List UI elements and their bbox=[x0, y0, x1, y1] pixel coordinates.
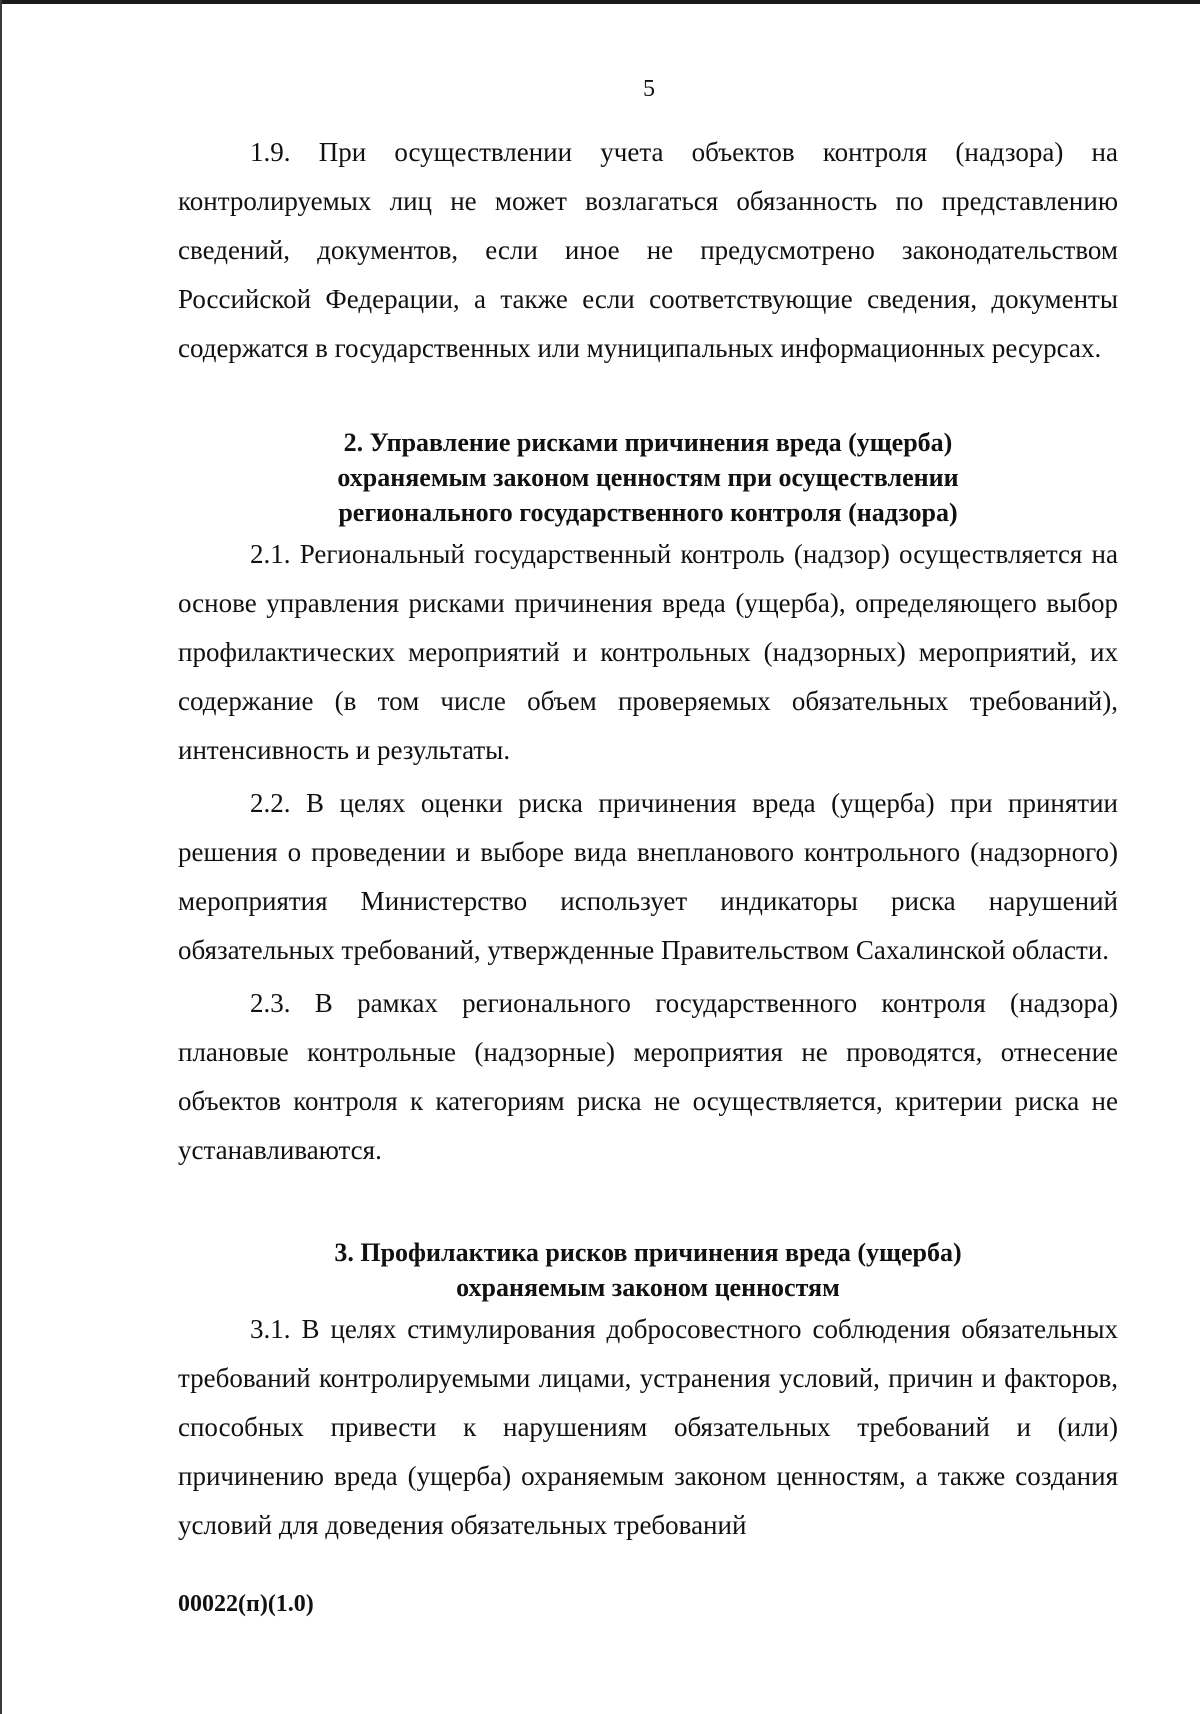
section-3-heading-line-2: охраняемым законом ценностям bbox=[456, 1273, 840, 1302]
section-3-heading bbox=[178, 1235, 1118, 1305]
section-2-heading-line-3: регионального государственного контроля (надзора) bbox=[338, 498, 958, 527]
paragraph-2-2: 2.2. В целях оценки риска причинения вреда (ущерба) при принятии решения о проведении и выборе вида внепланового контрольного (надзорного) мероприятия Министерство использует индикаторы риска нарушений обязательных требований, утвержденные Правительством Сахалинской области. bbox=[178, 788, 1118, 965]
section-2-heading-line-2: охраняемым законом ценностям при осуществлении bbox=[337, 463, 959, 492]
document-code: 00022(п)(1.0) bbox=[178, 1591, 314, 1617]
paragraph-2-1: 2.1. Региональный государственный контроль (надзор) осуществляется на основе управления рисками причинения вреда (ущерба), определяющего выбор профилактических мероприятий и контрольных (надзорных) мероприятий, их содержание (в том числе объем проверяемых обязательных требований), интенсивность и результаты. bbox=[178, 539, 1118, 765]
paragraph-2-3: 2.3. В рамках регионального государственного контроля (надзора) плановые контрольные (надзорные) мероприятия не проводятся, отнесение объектов контроля к категориям риска не осуществляется, критерии риска не устанавливаются. bbox=[178, 988, 1118, 1165]
page-number: 5 bbox=[643, 76, 655, 102]
section-3-heading-line-1: 3. Профилактика рисков причинения вреда (ущерба) bbox=[334, 1238, 962, 1267]
section-2-heading bbox=[178, 425, 1118, 530]
paragraph-3-1: 3.1. В целях стимулирования добросовестного соблюдения обязательных требований контролируемыми лицами, устранения условий, причин и факторов, способных привести к нарушениям обязательных требований и (или) причинению вреда (ущерба) охраняемым законом ценностям, а также создания условий для доведения обязательных требований bbox=[178, 1314, 1118, 1540]
document-body bbox=[178, 128, 1118, 1550]
scan-top-edge bbox=[0, 0, 1200, 4]
section-2-heading-line-1: 2. Управление рисками причинения вреда (ущерба) bbox=[343, 428, 953, 457]
scan-left-edge bbox=[0, 0, 2, 1714]
paragraph-1-9: 1.9. При осуществлении учета объектов контроля (надзора) на контролируемых лиц не может возлагаться обязанность по представлению сведений, документов, если иное не предусмотрено законодательством Российской Федерации, а также если соответствующие сведения, документы содержатся в государственных или муниципальных информационных ресурсах. bbox=[178, 137, 1118, 363]
